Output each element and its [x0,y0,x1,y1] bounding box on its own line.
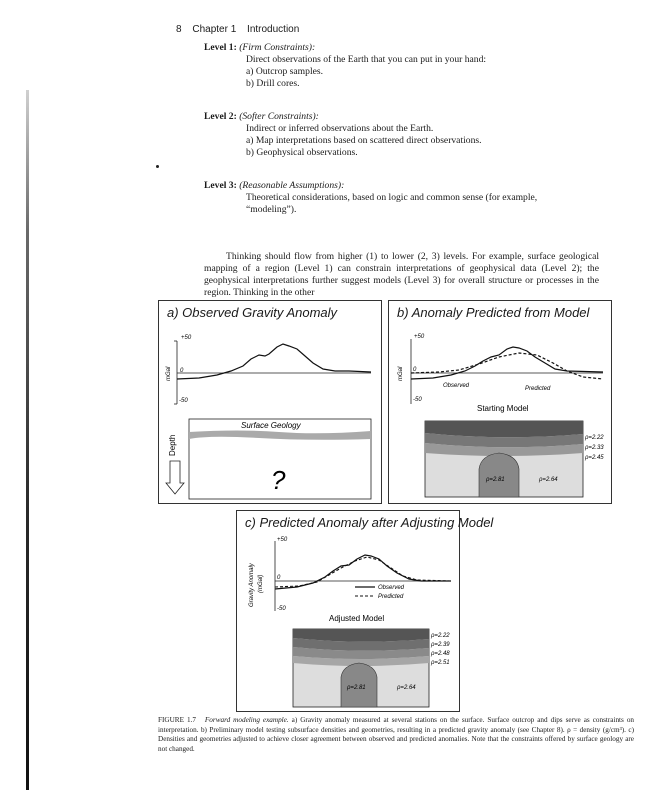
panel-a-surface-label: Surface Geology [241,421,301,430]
level-2-line: a) Map interpretations based on scattered direct observations. [246,135,482,146]
stray-mark [156,165,159,168]
panel-c-yunit: (mGal) [258,574,264,593]
panel-a-yunit: mGal [166,366,172,381]
page-number: 8 [176,24,182,35]
panel-a-depth-label: Depth [168,434,177,456]
panel-c-model-title: Adjusted Model [329,614,385,623]
panel-c-legend-observed: Observed [378,585,405,591]
panel-c-density-3: ρ=2.48 [431,651,450,657]
panel-a-question: ? [271,465,286,495]
level-3-line: “modeling”). [246,204,297,215]
running-header [176,24,307,35]
level-1-line: b) Drill cores. [246,78,300,89]
chapter-label: Chapter 1 [192,24,237,35]
caption-text: a) Gravity anomaly measured at several stations on the surface. Surface outcrop and dips serve as constraints on interpretation. b) Preliminary model testing subsurface densities and geometries, resulting in a predicted gravity anomaly (see Chapter 8). ρ = density (g/cm³). c) Densities and geometries adjusted to achieve closer agreement between observed and predicted anomalies. Note that the constraints offered by surface geology are not changed. [158,716,635,753]
level-2-name: Level 2: [204,111,237,122]
panel-b-ytop: +50 [414,334,425,340]
panel-c-legend-predicted: Predicted [378,594,404,600]
panel-b-ybottom: -50 [413,397,422,403]
panel-c-density-4: ρ=2.51 [431,660,450,666]
panel-a-title: a) Observed Gravity Anomaly [167,305,338,320]
level-2-block [204,111,482,159]
panel-b-predicted-curve [411,353,603,379]
level-3-block [204,180,537,216]
panel-b-layer-1 [425,421,583,437]
panel-b-intrusion [479,453,519,497]
level-2-tag: (Softer Constraints): [239,111,319,122]
level-1-line: a) Outcrop samples. [246,66,323,77]
panel-c-density-2: ρ=2.39 [431,642,450,648]
body-paragraph [204,251,599,299]
figure-panel-b [388,300,612,504]
panel-b-density-1: ρ=2.22 [585,435,604,441]
level-3-name: Level 3: [204,180,237,191]
panel-a-graphic [159,301,381,503]
panel-b-body-density: ρ=2.81 [486,477,505,483]
figure-caption [158,716,634,754]
panel-c-density-1: ρ=2.22 [431,633,450,639]
panel-c-observed-curve [275,555,451,589]
panel-b-density-2: ρ=2.33 [585,445,604,451]
panel-b-title: b) Anomaly Predicted from Model [397,305,590,320]
panel-a-yzero: 0 [180,368,184,374]
panel-a-ytop: +50 [181,335,192,341]
chapter-title: Introduction [247,24,300,35]
panel-b-yunit: mGal [398,366,404,381]
figure-panel-c [236,510,494,712]
depth-arrow-icon [166,461,184,494]
caption-label: FIGURE 1.7 [158,716,196,724]
panel-a-observed-curve [177,344,371,379]
panel-c-graphic [237,511,459,711]
panel-b-density-3: ρ=2.45 [585,455,604,461]
panel-c-side-density: ρ=2.64 [397,685,416,691]
panel-c-yzero: 0 [277,575,281,581]
panel-c-ytop: +50 [277,537,288,543]
panel-b-yzero: 0 [413,367,417,373]
panel-b-side-density: ρ=2.64 [539,477,558,483]
level-1-name: Level 1: [204,42,237,53]
panel-b-predicted-label: Predicted [525,386,551,392]
level-1-tag: (Firm Constraints): [239,42,316,53]
body-paragraph-text: Thinking should flow from higher (1) to lower (2, 3) levels. For example, surface geological mapping of a region (Level 1) can constrain interpretations of geophysical data (Level 2); the geophysical interpretations further suggest models (Level 3) for overall structure or processes in the region. Thinking in the other [204,251,599,298]
figure-panel-a [158,300,382,504]
level-3-tag: (Reasonable Assumptions): [239,180,345,191]
panel-b-observed-label: Observed [443,383,470,389]
caption-title: Forward modeling example. [204,716,289,724]
panel-a-ybottom: -50 [179,398,188,404]
level-1-block [204,42,486,90]
panel-c-ylabel: Gravity Anomaly [249,563,255,607]
panel-c-title: c) Predicted Anomaly after Adjusting Model [245,515,494,530]
panel-c-predicted-curve [275,557,451,587]
panel-c-body-density: ρ=2.81 [347,685,366,691]
panel-b-model-title: Starting Model [477,404,529,413]
level-3-line: Theoretical considerations, based on logic and common sense (for example, [246,192,538,203]
panel-b-graphic [389,301,611,503]
level-2-line: Indirect or inferred observations about the Earth. [246,123,434,134]
level-2-line: b) Geophysical observations. [246,147,358,158]
panel-c-ybottom: -50 [277,606,286,612]
page-binding-edge [26,90,29,790]
level-1-line: Direct observations of the Earth that you can put in your hand: [246,54,487,65]
